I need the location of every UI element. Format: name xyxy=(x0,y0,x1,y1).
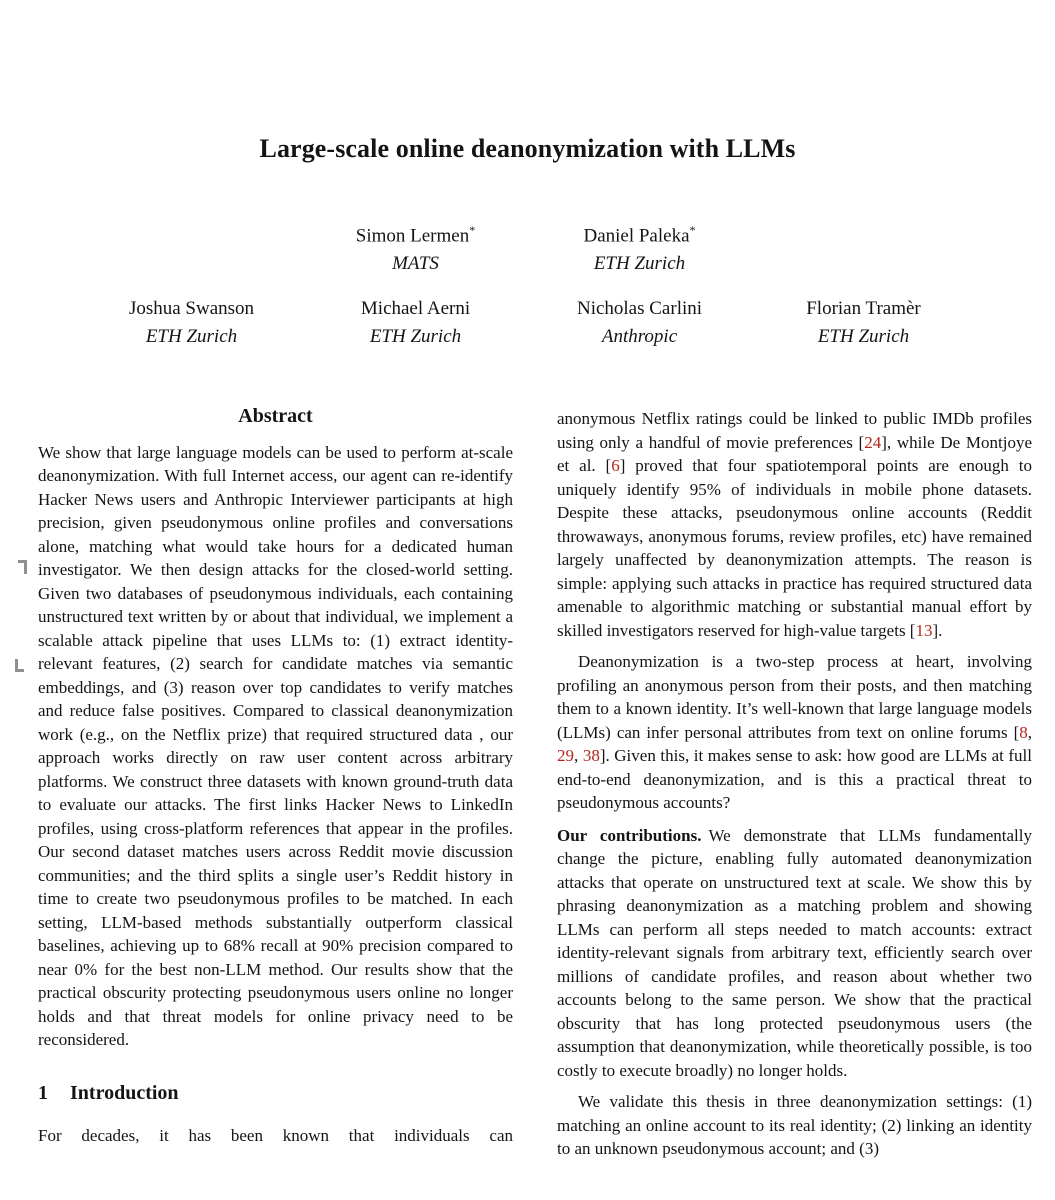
citation-link[interactable]: 13 xyxy=(915,620,933,640)
author-row-1 xyxy=(0,216,1055,277)
author-affiliation: MATS xyxy=(392,253,439,275)
abstract-text: We show that large language models can be used to perform at-scale deanonymization. With full Internet access, our agent can re-identify Hacker News users and Anthropic Interviewer participants at high precision, given pseudonymous online profiles and conversations alone, matching what would take hours for a dedicated human investigator. We then design attacks for the closed-world setting. Given two databases of pseudonymous individuals, each containing unstructured text written by or about that individual, we implement a scalable attack pipeline that uses LLMs to: (1) extract identity-relevant features, (2) search for candidate matches via semantic embeddings, and (3) reason over top candidates to verify matches and reduce false positives. Compared to classical deanonymization work (e.g., on the Netflix prize) that required structured data , our approach works directly on raw user content across arbitrary platforms. We construct three datasets with known ground-truth data to evaluate our attacks. The first links Hacker News to LinkedIn profiles, using cross-platform references that appear in the profiles. Our second dataset matches users across Reddit movie discussion communities; and the third splits a single user’s Reddit history in time to create two pseudonymous profiles to be matched. In each setting, LLM-based methods substantially outperform classical baselines, achieving up to 68% recall at 90% precision compared to near 0% for the best non-LLM method. Our results show that the practical obscurity protecting pseudonymous users online no longer holds and that threat models for online privacy need to be reconsidered. xyxy=(38,442,513,1049)
author-name: Joshua Swanson xyxy=(128,298,255,320)
author-block xyxy=(0,216,1055,350)
paragraph-text: ]. Given this, it makes sense to ask: how good are LLMs at full end-to-end deanonymization, and is this a practical threat to pseudonymous accounts? xyxy=(557,746,1033,812)
author-name: Daniel Paleka xyxy=(583,225,690,247)
author-name: Florian Tramèr xyxy=(806,298,921,320)
citation-link[interactable]: 8 xyxy=(1019,722,1028,742)
paragraph-text: Deanonymization is a two-step process at heart, involving profiling an anonymous person from their posts, and then matching them to a known identity. It’s well-known that large language models (LLMs) can infer personal attributes from text on online forums [ xyxy=(557,652,1032,742)
citation-link[interactable]: 24 xyxy=(864,432,882,452)
author-name: Simon Lermen xyxy=(355,225,470,247)
author-florian-tramer xyxy=(752,295,976,350)
section-heading-introduction xyxy=(38,1082,513,1106)
footnote-asterisk: * xyxy=(469,223,476,237)
author-affiliation: ETH Zurich xyxy=(593,253,686,275)
author-simon-lermen xyxy=(304,216,528,277)
paragraph-text: ] proved that four spatiotemporal points are enough to uniquely identify 95% of individuals in mobile phone datasets. Despite these attacks, pseudonymous online accounts (Reddit throwaways, anonymous forums, review profiles, etc) have remained largely unaffected by deanonymization attempts. The reason is simple: applying such attacks in practice has required structured data amenable to algorithmic matching or substantial manual effort by skilled investigators reserved for high-value targets [ xyxy=(557,456,1032,640)
section-number: 1 xyxy=(38,1081,48,1104)
body-paragraph-validate xyxy=(557,1090,1032,1161)
left-margin-artifact-bottom xyxy=(15,659,24,672)
author-joshua-swanson xyxy=(80,295,304,350)
author-row-2 xyxy=(0,295,1055,350)
left-margin-artifact-top xyxy=(18,560,27,574)
body-paragraph-two-step xyxy=(557,650,1032,815)
citation-link[interactable]: 6 xyxy=(611,456,620,475)
author-daniel-paleka xyxy=(528,216,752,277)
citation-link[interactable]: 29 xyxy=(557,746,574,765)
author-name: Michael Aerni xyxy=(360,298,471,320)
abstract-heading: Abstract xyxy=(238,405,313,427)
body-paragraph-netflix xyxy=(557,407,1032,642)
paragraph-text: We validate this thesis in three deanonymization settings: (1) matching an online account to its real identity; (2) linking an identity to an unknown pseudonymous account; and (3) xyxy=(557,1092,1032,1158)
paragraph-text: ]. xyxy=(932,620,943,640)
footnote-asterisk: * xyxy=(689,223,696,237)
left-column xyxy=(38,405,513,1200)
author-affiliation: ETH Zurich xyxy=(145,326,238,348)
author-michael-aerni xyxy=(304,295,528,350)
paper-title: Large-scale online deanonymization with LLMs xyxy=(259,134,796,163)
paragraph-text: anonymous Netflix ratings could be linked to public IMDb profiles using only a handful of movie preferences [ xyxy=(557,409,1032,452)
introduction-paragraph: For decades, it has been known that individuals can xyxy=(38,1126,513,1145)
author-affiliation: ETH Zurich xyxy=(817,326,910,348)
author-affiliation: ETH Zurich xyxy=(369,326,462,348)
author-affiliation: Anthropic xyxy=(601,326,678,348)
paragraph-text: We demonstrate that LLMs fundamentally change the picture, enabling fully automated deanonymization attacks that operate on unstructured text at scale. We show this by phrasing deanonymization as a matching problem and showing LLMs can perform all steps needed to match accounts: extract identity-relevant signals from arbitrary text, efficiently search over millions of candidate profiles, and reason about whether two accounts belong to the same person. We show that the practical obscurity that has long protected pseudonymous users (the assumption that deanonymization, while theoretically possible, is too costly to execute broadly) no longer holds. xyxy=(557,825,1032,1080)
author-name: Nicholas Carlini xyxy=(576,298,703,320)
author-nicholas-carlini xyxy=(528,295,752,350)
section-title: Introduction xyxy=(70,1081,179,1104)
paragraph-text: , xyxy=(574,746,583,765)
citation-link[interactable]: 38 xyxy=(582,746,600,765)
paragraph-text: ], while De Montjoye et al. [ xyxy=(557,432,1033,475)
paragraph-lead-in: Our contributions. xyxy=(557,825,702,845)
body-paragraph-contributions xyxy=(557,824,1032,1083)
right-column xyxy=(557,405,1032,1200)
paragraph-text: , xyxy=(1027,722,1032,742)
